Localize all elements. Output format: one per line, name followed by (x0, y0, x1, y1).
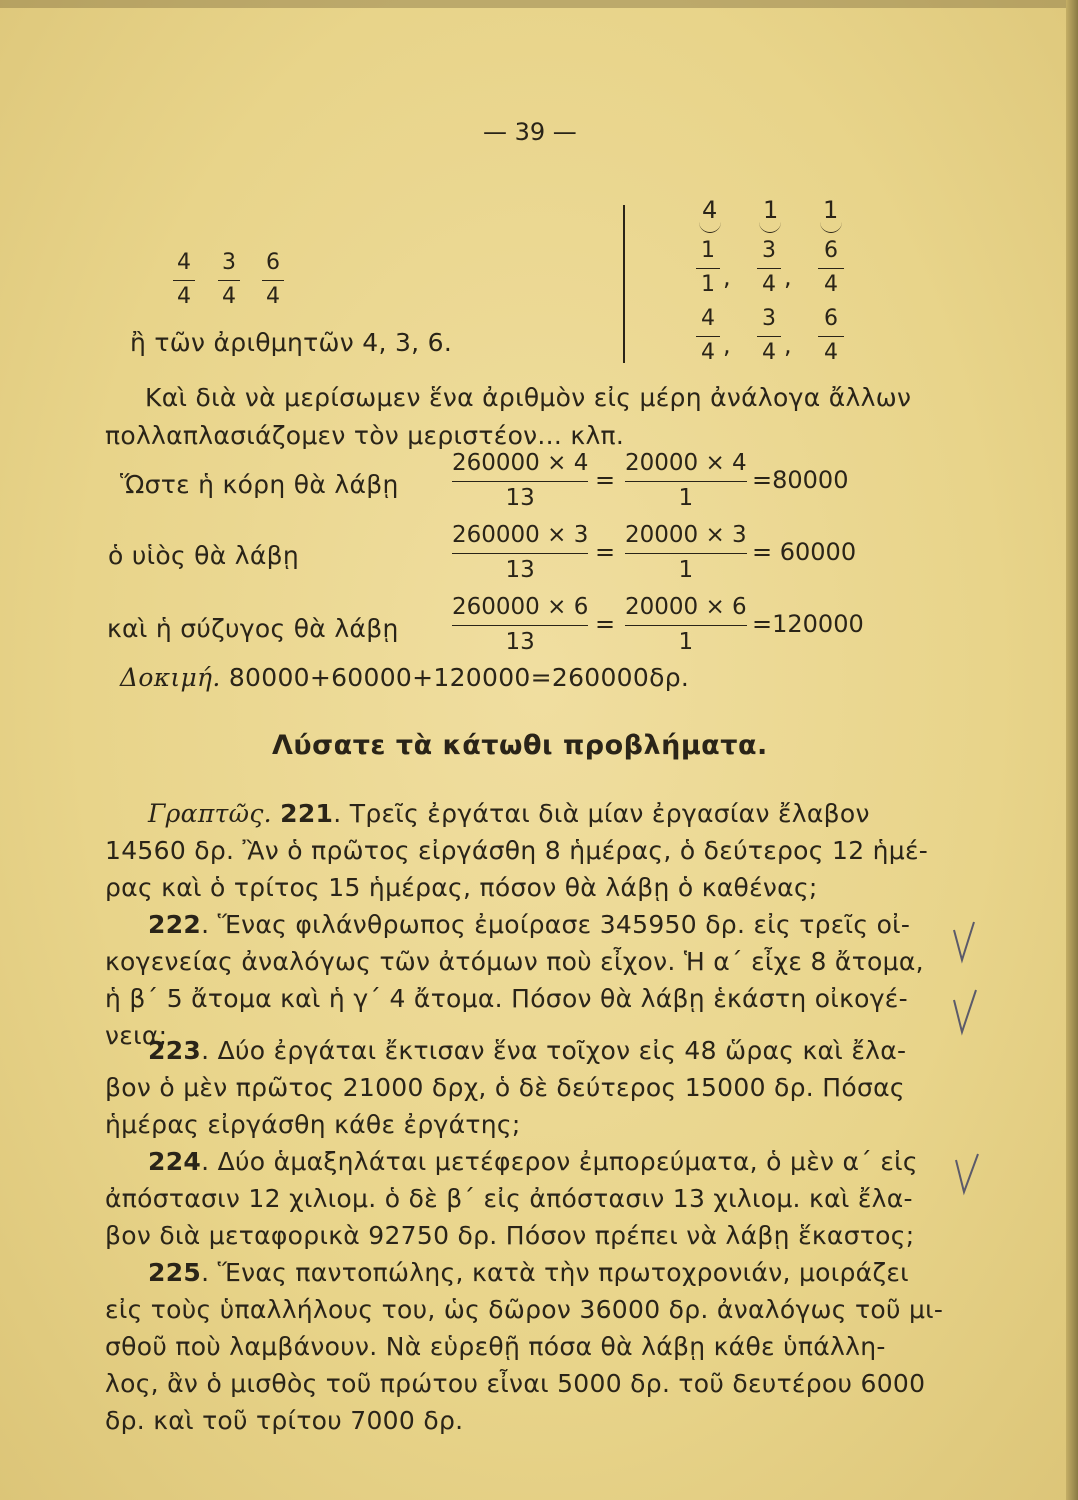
arc-2 (759, 222, 781, 233)
problem-221-number: 221 (280, 799, 334, 828)
pencil-check-marks (948, 920, 984, 1070)
pencil-check-mark-2 (950, 1150, 986, 1210)
calc-row-1-label: Ὥστε ἡ κόρη θὰ λάβῃ (120, 470, 399, 499)
equals-sign: = (595, 610, 616, 638)
calc-row-3-fraction-1: 260000 × 6 13 (452, 594, 589, 655)
problem-225-line-2: εἰς τοὺς ὑπαλλήλους του, ὡς δῶρον 36000 δρ. ἀναλόγως τοῦ μι- (105, 1295, 944, 1324)
problem-223-line-3: ἡμέρας εἰργάσθη κάθε ἐργάτης; (105, 1110, 521, 1139)
problem-223-line-2: βον ὁ μὲν πρῶτος 21000 δρχ, ὁ δὲ δεύτερος 15000 δρ. Πόσας (105, 1073, 905, 1102)
comma: , (723, 263, 731, 291)
calc-row-1-fraction-2: 20000 × 4 1 (625, 450, 747, 511)
problem-225-number: 225 (148, 1258, 202, 1287)
right-top-2: 1 (763, 196, 779, 224)
problem-221-line-2: 14560 δρ. Ἂν ὁ πρῶτος εἰργάσθη 8 ἡμέρας, ὁ δεύτερος 12 ἡμέ- (105, 836, 929, 865)
right-row1-fraction-1: 1 1 (696, 240, 720, 296)
arc-3 (820, 222, 842, 233)
check-label: Δοκιμή. (120, 663, 221, 692)
problem-222-line-4: νεια; (105, 1021, 168, 1050)
check-line (120, 663, 689, 692)
calc-row-1-fraction-1: 260000 × 4 13 (452, 450, 589, 511)
problem-224-line-2: ἀπόστασιν 12 χιλιομ. ὁ δὲ β΄ εἰς ἀπόστασιν 13 χιλιομ. καὶ ἔλα- (105, 1184, 913, 1213)
vertical-divider (623, 205, 625, 363)
problem-221-label: Γραπτῶς. (148, 799, 272, 828)
check-text: 80000+60000+120000=260000δρ. (228, 663, 690, 692)
problem-222-line-2: κογενείας ἀναλόγως τῶν ἀτόμων ποὺ εἶχον. Ἡ α΄ εἶχε 8 ἄτομα, (105, 947, 924, 976)
check-mark-icon (954, 990, 976, 1032)
calc-row-3-result: =120000 (752, 610, 864, 638)
problem-222-line-3: ἡ β΄ 5 ἄτομα καὶ ἡ γ΄ 4 ἄτομα. Πόσον θὰ λάβῃ ἑκάστη οἰκογέ- (105, 984, 908, 1013)
arc-1 (699, 222, 721, 233)
problem-224-line-3: βον διὰ μεταφορικὰ 92750 δρ. Πόσον πρέπει νὰ λάβῃ ἕκαστος; (105, 1221, 915, 1250)
problem-222-number: 222 (148, 910, 202, 939)
problem-225-line-3: σθοῦ ποὺ λαμβάνουν. Νὰ εὑρεθῇ πόσα θὰ λάβῃ κάθε ὑπάλλη- (105, 1332, 886, 1361)
calc-row-2-result: = 60000 (752, 538, 857, 566)
problem-225-line-1: 225. Ἕνας παντοπώλης, κατὰ τὴν πρωτοχρονιάν, μοιράζει (148, 1258, 909, 1287)
right-top-1: 4 (702, 196, 718, 224)
right-row2-fraction-3: 6 4 (818, 308, 844, 364)
numerators-caption: ἢ τῶν ἀριθμητῶν 4, 3, 6. (130, 328, 453, 357)
right-row2-fraction-1: 4 4 (696, 308, 720, 364)
problem-225-line-4: λος, ἂν ὁ μισθὸς τοῦ πρώτου εἶναι 5000 δρ. τοῦ δευτέρου 6000 (105, 1369, 926, 1398)
check-mark-icon (956, 1154, 978, 1192)
page-number: — 39 — (483, 118, 577, 146)
right-row1-fraction-2: 3 4 (757, 240, 781, 296)
comma: , (784, 331, 792, 359)
left-fraction-1: 4 4 (173, 252, 195, 308)
page-top-edge (0, 0, 1078, 8)
equals-sign: = (595, 538, 616, 566)
section-heading: Λύσατε τὰ κάτωθι προβλήματα. (272, 730, 768, 761)
right-top-3: 1 (823, 196, 839, 224)
intro-line-2: πολλαπλασιάζομεν τὸν μεριστέον... κλπ. (105, 421, 625, 450)
problem-222-line-1: 222. Ἕνας φιλάνθρωπος ἐμοίρασε 345950 δρ. εἰς τρεῖς οἰ- (148, 910, 911, 939)
right-row1-fraction-3: 6 4 (818, 240, 844, 296)
problem-224-number: 224 (148, 1147, 202, 1176)
left-fraction-2: 3 4 (218, 252, 240, 308)
calc-row-3-fraction-2: 20000 × 6 1 (625, 594, 747, 655)
problem-221-line-1: Γραπτῶς. 221. Τρεῖς ἐργάται διὰ μίαν ἐργασίαν ἔλαβον (148, 799, 870, 828)
right-row2-fraction-2: 3 4 (757, 308, 781, 364)
problem-224-line-1: 224. Δύο ἁμαξηλάται μετέφερον ἐμπορεύματα, ὁ μὲν α΄ εἰς (148, 1147, 918, 1176)
calc-row-2-label: ὁ υἱὸς θὰ λάβῃ (108, 541, 300, 570)
comma: , (723, 331, 731, 359)
check-mark-icon (954, 922, 974, 960)
left-fraction-3: 6 4 (262, 252, 284, 308)
problem-225-line-5: δρ. καὶ τοῦ τρίτου 7000 δρ. (105, 1406, 464, 1435)
page-right-edge (1066, 0, 1078, 1500)
problem-221-line-3: ρας καὶ ὁ τρίτος 15 ἡμέρας, πόσον θὰ λάβῃ ὁ καθένας; (105, 873, 818, 902)
calc-row-2-fraction-2: 20000 × 3 1 (625, 522, 747, 583)
equals-sign: = (595, 466, 616, 494)
problem-223-number: 223 (148, 1036, 202, 1065)
comma: , (784, 263, 792, 291)
problem-223-line-1: 223. Δύο ἐργάται ἔκτισαν ἕνα τοῖχον εἰς 48 ὥρας καὶ ἔλα- (148, 1036, 907, 1065)
calc-row-2-fraction-1: 260000 × 3 13 (452, 522, 589, 583)
calc-row-3-label: καὶ ἡ σύζυγος θὰ λάβῃ (107, 614, 399, 643)
intro-line-1: Καὶ διὰ νὰ μερίσωμεν ἕνα ἀριθμὸν εἰς μέρη ἀνάλογα ἄλλων (145, 383, 912, 412)
calc-row-1-result: =80000 (752, 466, 849, 494)
